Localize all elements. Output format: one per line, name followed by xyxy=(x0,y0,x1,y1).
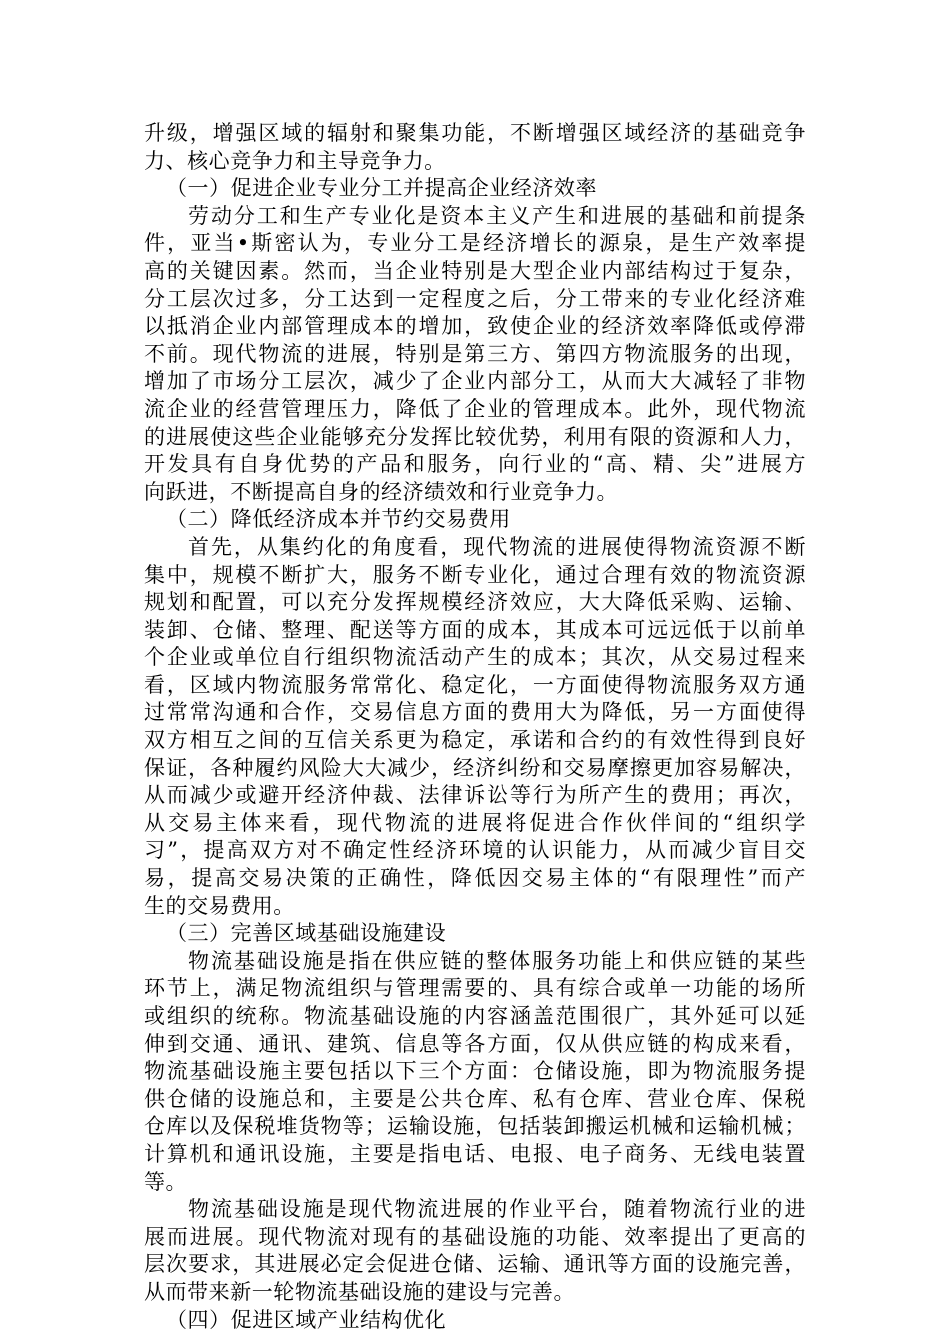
text-line: 从交易主体来看，现代物流的进展将促进合作伙伴间的“组织学 xyxy=(144,810,806,835)
paragraph xyxy=(144,120,806,175)
text-line: 计算机和通讯设施，主要是指电话、电报、电子商务、无线电装置 xyxy=(144,1141,806,1166)
text-line: 增加了市场分工层次，减少了企业内部分工，从而大大减轻了非物 xyxy=(144,369,806,394)
paragraph xyxy=(144,1196,806,1306)
text-line: 供仓储的设施总和，主要是公共仓库、私有仓库、营业仓库、保税 xyxy=(144,1086,806,1111)
document-page xyxy=(144,120,806,1334)
text-line: 力、核心竞争力和主导竞争力。 xyxy=(144,148,446,173)
text-line: 劳动分工和生产专业化是资本主义产生和进展的基础和前提条 xyxy=(188,203,806,228)
text-line: 物流基础设施是指在供应链的整体服务功能上和供应链的某些 xyxy=(188,948,806,973)
paragraph xyxy=(144,948,806,1196)
text-line: 集中，规模不断扩大，服务不断专业化，通过合理有效的物流资源 xyxy=(144,562,806,587)
text-line: 分工层次过多，分工达到一定程度之后，分工带来的专业化经济难 xyxy=(144,286,806,311)
paragraph xyxy=(144,534,806,920)
text-line: 首先，从集约化的角度看，现代物流的进展使得物流资源不断 xyxy=(188,534,806,559)
text-line: 升级，增强区域的辐射和聚集功能，不断增强区域经济的基础竞争 xyxy=(144,121,806,145)
text-line: 保证，各种履约风险大大减少，经济纠纷和交易摩擦更加容易解决， xyxy=(144,755,806,780)
paragraph xyxy=(144,203,806,507)
text-line: 件，亚当•斯密认为，专业分工是经济增长的源泉，是生产效率提 xyxy=(144,231,806,256)
text-line: 双方相互之间的互信关系更为稳定，承诺和合约的有效性得到良好 xyxy=(144,728,806,753)
section-heading: （一）促进企业专业分工并提高企业经济效率 xyxy=(166,176,597,201)
text-line: 看，区域内物流服务常常化、稳定化，一方面使得物流服务双方通 xyxy=(144,672,806,697)
text-line: 的进展使这些企业能够充分发挥比较优势，利用有限的资源和人力， xyxy=(144,424,806,449)
section-heading: （二）降低经济成本并节约交易费用 xyxy=(166,507,511,532)
text-line: 以抵消企业内部管理成本的增加，致使企业的经济效率降低或停滞 xyxy=(144,314,806,339)
text-line: 展而进展。现代物流对现有的基础设施的功能、效率提出了更高的 xyxy=(144,1224,806,1249)
text-line: 开发具有自身优势的产品和服务，向行业的“高、精、尖”进展方 xyxy=(144,452,806,477)
text-line: 个企业或单位自行组织物流活动产生的成本；其次，从交易过程来 xyxy=(144,645,806,670)
text-line: 从而带来新一轮物流基础设施的建设与完善。 xyxy=(144,1279,575,1304)
text-line: 或组织的统称。物流基础设施的内容涵盖范围很广，其外延可以延 xyxy=(144,1004,806,1028)
text-line: 物流基础设施是现代物流进展的作业平台，随着物流行业的进 xyxy=(188,1197,806,1222)
text-line: 伸到交通、通讯、建筑、信息等各方面，仅从供应链的构成来看， xyxy=(144,1031,806,1056)
text-line: 层次要求，其进展必定会促进仓储、运输、通讯等方面的设施完善， xyxy=(144,1252,806,1277)
text-line: 仓库以及保税堆货物等；运输设施，包括装卸搬运机械和运输机械； xyxy=(144,1114,806,1139)
text-line: 过常常沟通和合作，交易信息方面的费用大为降低，另一方面使得 xyxy=(144,700,806,725)
text-line: 从而减少或避开经济仲裁、法律诉讼等行为所产生的费用；再次， xyxy=(144,783,806,808)
text-line: 不前。现代物流的进展，特别是第三方、第四方物流服务的出现， xyxy=(144,341,806,366)
text-line: 流企业的经营管理压力，降低了企业的管理成本。此外，现代物流 xyxy=(144,396,806,421)
text-line: 规划和配置，可以充分发挥规模经济效应，大大降低采购、运输、 xyxy=(144,590,806,615)
text-line: 物流基础设施主要包括以下三个方面：仓储设施，即为物流服务提 xyxy=(144,1059,806,1084)
text-line: 环节上，满足物流组织与管理需要的、具有综合或单一功能的场所 xyxy=(144,976,806,1001)
text-line: 易，提高交易决策的正确性，降低因交易主体的“有限理性”而产 xyxy=(144,866,806,891)
text-line: 高的关键因素。然而，当企业特别是大型企业内部结构过于复杂， xyxy=(144,258,806,283)
section-heading: （四）促进区域产业结构优化 xyxy=(166,1307,447,1332)
section-heading: （三）完善区域基础设施建设 xyxy=(166,921,447,946)
text-line: 习”，提高双方对不确定性经济环境的认识能力，从而减少盲目交 xyxy=(144,838,806,863)
text-line: 生的交易费用。 xyxy=(144,893,295,918)
text-line: 向跃进，不断提高自身的经济绩效和行业竞争力。 xyxy=(144,479,619,504)
text-line: 装卸、仓储、整理、配送等方面的成本，其成本可远远低于以前单 xyxy=(144,617,806,642)
text-line: 等。 xyxy=(144,1169,188,1194)
